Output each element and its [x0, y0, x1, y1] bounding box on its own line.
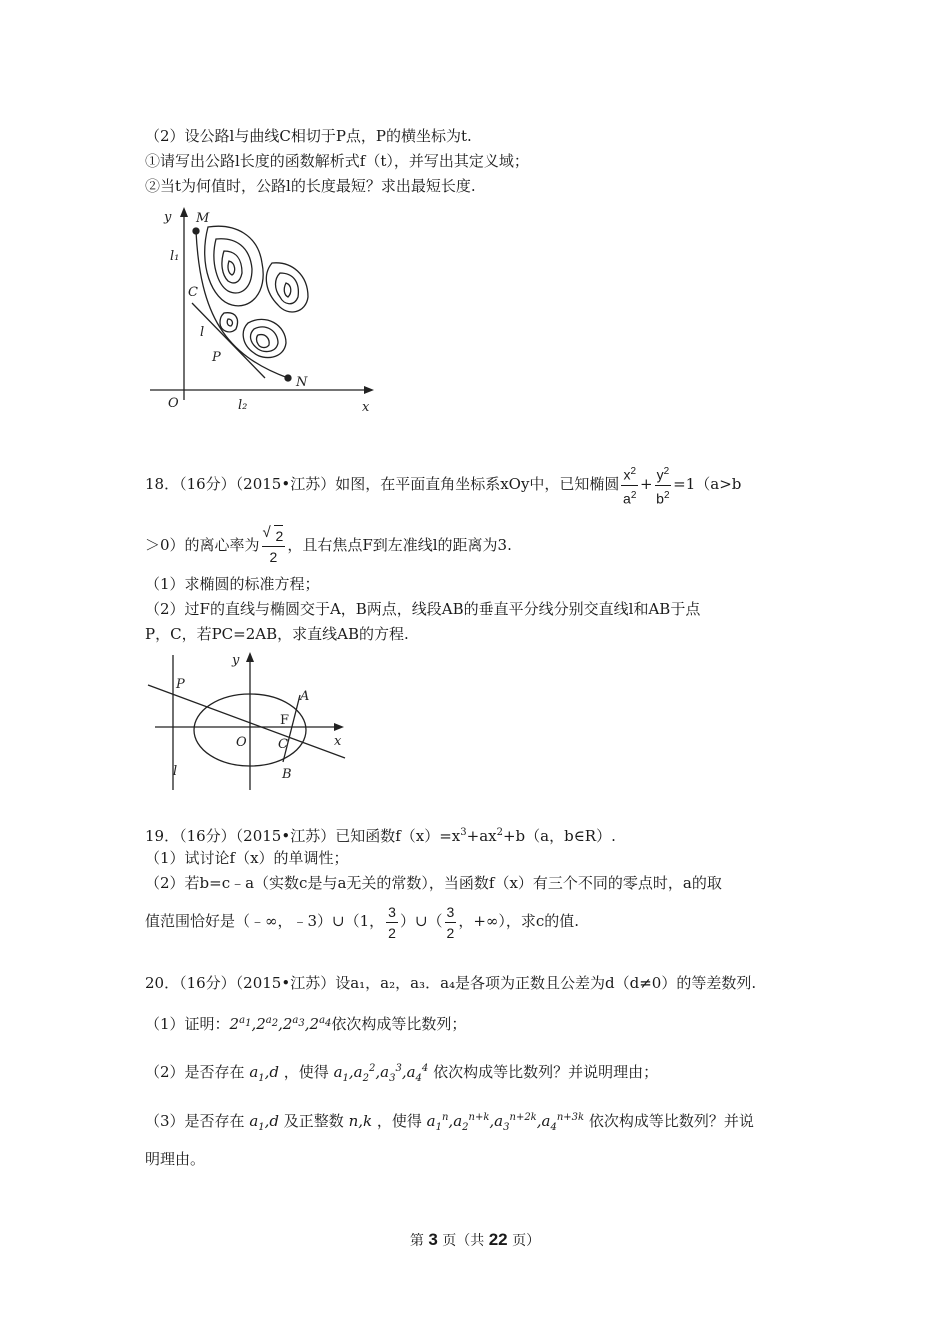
footer-prefix: 第: [409, 1233, 424, 1249]
num-3: 3: [386, 902, 398, 923]
page-footer: [0, 1230, 950, 1250]
exp-2: 2: [663, 465, 670, 477]
q18-line2: [145, 520, 512, 570]
total-pages: 22: [488, 1230, 508, 1249]
q17-part2-2: ②当t为何值时，公路l的长度最短？求出最短长度.: [145, 177, 476, 195]
q19-part2: （2）若b=c﹣a（实数c是与a无关的常数），当函数f（x）有三个不同的零点时，a的取: [145, 874, 722, 892]
q18-eq-tail: =1（a>b: [673, 475, 742, 493]
label-a: A: [300, 689, 310, 704]
q20-p2b: ，使得: [283, 1063, 329, 1081]
q19-p3a: 值范围恰好是（﹣∞，﹣3）∪（1，: [145, 912, 385, 930]
q20-p3d: 依次构成等比数列？并说: [588, 1112, 754, 1130]
label-b: B: [282, 767, 292, 782]
label-o: O: [168, 396, 179, 411]
q19-part3: [145, 898, 579, 944]
ellipse-fraction-y: [655, 462, 672, 508]
q19-tail: +b（a，b∈R）.: [502, 827, 616, 845]
q18-part2a: （2）过F的直线与椭圆交于A，B两点，线段AB的垂直平分线分别交直线l和AB于点: [145, 600, 701, 618]
q20-p2a: （2）是否存在: [145, 1063, 245, 1081]
q18-line2b: ，且右焦点F到左准线l的距离为3.: [287, 536, 512, 554]
ellipse-fraction-x: [621, 462, 638, 508]
exp-2: 2: [663, 489, 670, 501]
label-l: l: [200, 325, 205, 340]
num-3: 3: [445, 902, 457, 923]
q18-head-text: 18．（16分）（2015•江苏）如图，在平面直角坐标系xOy中，已知椭圆: [145, 475, 620, 493]
q18-line2a: ＞0）的离心率为: [145, 536, 260, 554]
page-number: 3: [428, 1230, 438, 1249]
q18-ellipse-figure: [140, 650, 355, 795]
den-2: 2: [446, 924, 455, 941]
formula-n-k: n,k: [343, 1112, 377, 1130]
q18-part1: （1）求椭圆的标准方程；: [145, 575, 320, 593]
q20-header: 20．（16分）（2015•江苏）设a₁，a₂，a₃．a₄是各项为正数且公差为d（d≠0）的等差数列.: [145, 974, 757, 992]
q19-p3c: ，+∞），求c的值.: [458, 912, 580, 930]
q19-head: 19．（16分）（2015•江苏）已知函数f（x）=x: [145, 827, 461, 845]
label-y: y: [164, 210, 172, 225]
exp-2: 2: [496, 827, 503, 838]
den-2: 2: [388, 924, 396, 941]
label-n: N: [296, 375, 308, 390]
label-c: C: [278, 737, 288, 752]
sqrt-2: √ 2: [274, 525, 284, 546]
q20-p3c: ，使得: [376, 1112, 422, 1130]
frac-a: a: [623, 490, 631, 507]
frac-b: b: [656, 490, 664, 507]
formula-a-n-powers: $a_1^n,a_2^{n+k},a_3^{n+2k},a_4^{n+3k}$: [421, 1112, 585, 1133]
formula-powers-of-2: $2^{a_1},2^{a_2},2^{a_3},2^{a_4}$: [229, 1015, 332, 1033]
q19-mid: +ax: [466, 827, 497, 845]
formula-a1-d: $a_1,d$: [244, 1063, 284, 1084]
q20-p3b: 及正整数: [283, 1112, 344, 1130]
footer-suffix: 页）: [512, 1233, 541, 1249]
label-p: P: [176, 677, 185, 692]
label-m: M: [196, 211, 210, 226]
label-y: y: [232, 653, 240, 668]
frac-y: y: [656, 466, 664, 483]
den-2: 2: [269, 549, 278, 565]
q19-header: [145, 822, 616, 847]
label-x: x: [362, 400, 370, 415]
label-l1: l₁: [170, 249, 180, 264]
label-l2: l₂: [238, 398, 248, 413]
frac-x: x: [623, 466, 631, 483]
exp-2: 2: [630, 465, 636, 477]
q20-part2: [145, 1058, 658, 1090]
curve-c: [196, 231, 288, 378]
road-l: [192, 303, 265, 378]
label-o: O: [236, 735, 247, 750]
exp-2: 2: [630, 489, 637, 501]
plus-sign: +: [640, 475, 653, 493]
label-l: l: [173, 764, 178, 779]
label-p: P: [212, 350, 221, 365]
q20-part3-end: 明理由。: [145, 1150, 206, 1168]
footer-mid: 页（共: [442, 1233, 485, 1249]
label-c: C: [188, 285, 198, 300]
q18-header: [145, 454, 741, 514]
label-x: x: [334, 734, 342, 749]
formula-a1-d: $a_1,d$: [244, 1112, 284, 1133]
q17-road-figure: [140, 205, 385, 420]
fraction-3-2: [445, 902, 457, 943]
label-f: F: [280, 713, 290, 728]
q20-p3a: （3）是否存在: [145, 1112, 245, 1130]
exp-3: 3: [460, 827, 467, 838]
q20-p2c: 依次构成等比数列？并说明理由；: [433, 1063, 659, 1081]
q17-part2-1: ①请写出公路l长度的函数解析式f（t），并写出其定义域；: [145, 152, 529, 170]
formula-a-powers: $a_1,a_2^2,a_3^3,a_4^4$: [328, 1063, 429, 1084]
eccentricity-fraction: [262, 525, 286, 567]
q20-part3: [145, 1107, 754, 1139]
q18-part2b: P，C，若PC=2AB，求直线AB的方程.: [145, 625, 409, 643]
q17-part2: （2）设公路l与曲线C相切于P点，P的横坐标为t.: [145, 127, 472, 145]
q20-part1: [145, 1010, 466, 1035]
q19-p3b: ）∪（: [399, 912, 443, 930]
q19-part1: （1）试讨论f（x）的单调性；: [145, 849, 349, 867]
fraction-3-2: [386, 902, 398, 943]
q20-p1b: 依次构成等比数列；: [331, 1015, 467, 1033]
q20-p1a: （1）证明：: [145, 1015, 230, 1033]
